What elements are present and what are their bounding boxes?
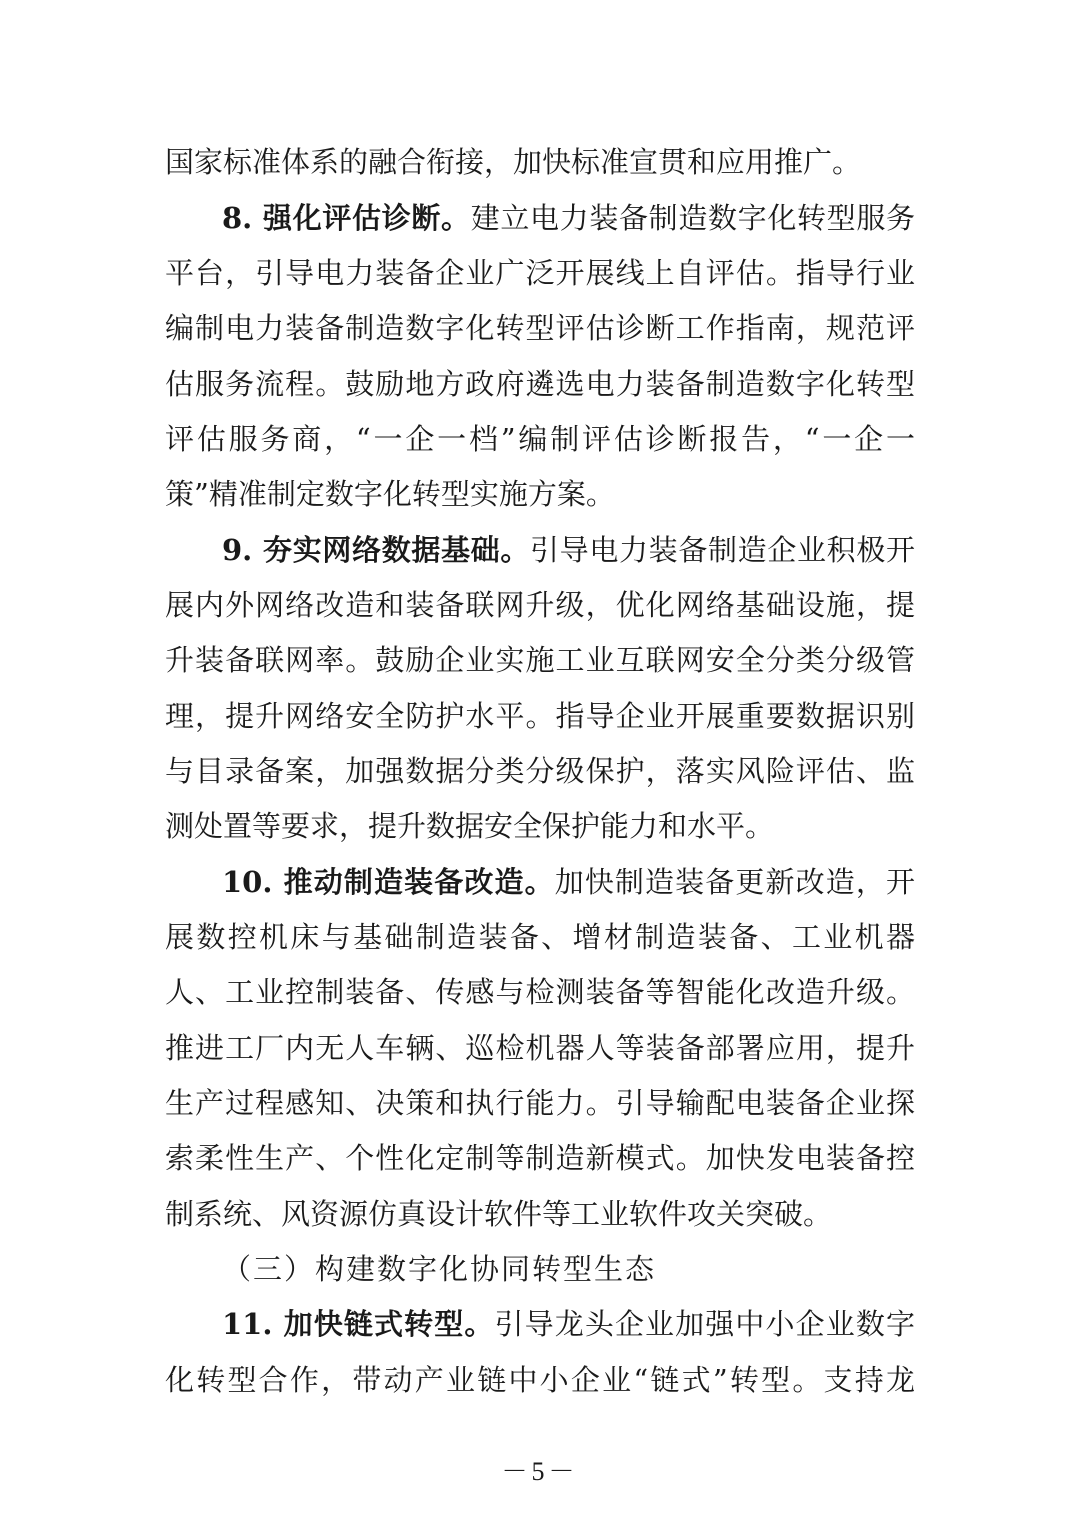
section-heading: [222, 1249, 656, 1289]
text-line: 化转型合作，带动产业链中小企业“链式”转型。支持龙: [165, 1363, 915, 1397]
text-line: 平台，引导电力装备企业广泛开展线上自评估。指导行业: [165, 256, 915, 290]
item-8-line: [165, 474, 615, 514]
text-line: 展内外网络改造和装备联网升级，优化网络基础设施，提: [165, 588, 915, 622]
item-8-line: [165, 308, 915, 348]
text-line: 测处置等要求，提升数据安全保护能力和水平。: [165, 809, 775, 843]
text-line: 制系统、风资源仿真设计软件等工业软件攻关突破。: [165, 1197, 833, 1231]
item-10-line: [165, 1083, 915, 1123]
item-8-line: [165, 364, 915, 404]
text-line: 人、工业控制装备、传感与检测装备等智能化改造升级。: [165, 975, 915, 1009]
text-line: 编制电力装备制造数字化转型评估诊断工作指南，规范评: [165, 311, 915, 345]
item-10-line: [165, 917, 915, 957]
text-line: 展数控机床与基础制造装备、增材制造装备、工业机器: [165, 920, 915, 954]
text-line: 国家标准体系的融合衔接，加快标准宣贯和应用推广。: [165, 145, 862, 179]
item-8-heading: 8. 强化评估诊断。: [222, 201, 471, 235]
paragraph-continuation-line: [165, 142, 861, 182]
item-9-first-line: [222, 530, 915, 570]
item-11-first-line: [222, 1304, 915, 1344]
text-line: 生产过程感知、决策和执行能力。引导输配电装备企业探: [165, 1086, 915, 1120]
item-10-line: [165, 1194, 832, 1234]
text-line: 评估服务商，“一企一档”编制评估诊断报告，“一企一: [165, 422, 915, 456]
item-9-line: [165, 806, 774, 846]
text-line: 估服务流程。鼓励地方政府遴选电力装备制造数字化转型: [165, 367, 915, 401]
text-line: 引导龙头企业加强中小企业数字: [494, 1307, 915, 1341]
item-8-first-line: [222, 198, 915, 238]
page-number: －5－: [501, 1457, 579, 1486]
item-11-heading: 11. 加快链式转型。: [222, 1307, 495, 1341]
item-8-line: [165, 419, 915, 459]
item-8-line: [165, 253, 915, 293]
text-line: 升装备联网率。鼓励企业实施工业互联网安全分类分级管: [165, 643, 915, 677]
text-line: 策”精准制定数字化转型实施方案。: [165, 477, 615, 511]
item-9-heading: 9. 夯实网络数据基础。: [222, 533, 531, 567]
text-line: 引导电力装备制造企业积极开: [530, 533, 915, 567]
text-line: 与目录备案，加强数据分类分级保护，落实风险评估、监: [165, 754, 915, 788]
text-line: 索柔性生产、个性化定制等制造新模式。加快发电装备控: [165, 1141, 915, 1175]
item-10-first-line: [222, 862, 915, 902]
item-10-line: [165, 1028, 915, 1068]
item-9-line: [165, 751, 915, 791]
text-line: 推进工厂内无人车辆、巡检机器人等装备部署应用，提升: [165, 1031, 915, 1065]
item-10-line: [165, 972, 915, 1012]
item-9-line: [165, 640, 915, 680]
text-line: 建立电力装备制造数字化转型服务: [470, 201, 915, 235]
item-9-line: [165, 585, 915, 625]
item-10-line: [165, 1138, 915, 1178]
text-line: 理，提升网络安全防护水平。指导企业开展重要数据识别: [165, 699, 915, 733]
text-line: 加快制造装备更新改造，开: [554, 865, 915, 899]
item-10-heading: 10. 推动制造装备改造。: [222, 865, 555, 899]
item-11-line: [165, 1360, 915, 1400]
section-title: （三）构建数字化协同转型生态: [222, 1252, 657, 1286]
item-9-line: [165, 696, 915, 736]
